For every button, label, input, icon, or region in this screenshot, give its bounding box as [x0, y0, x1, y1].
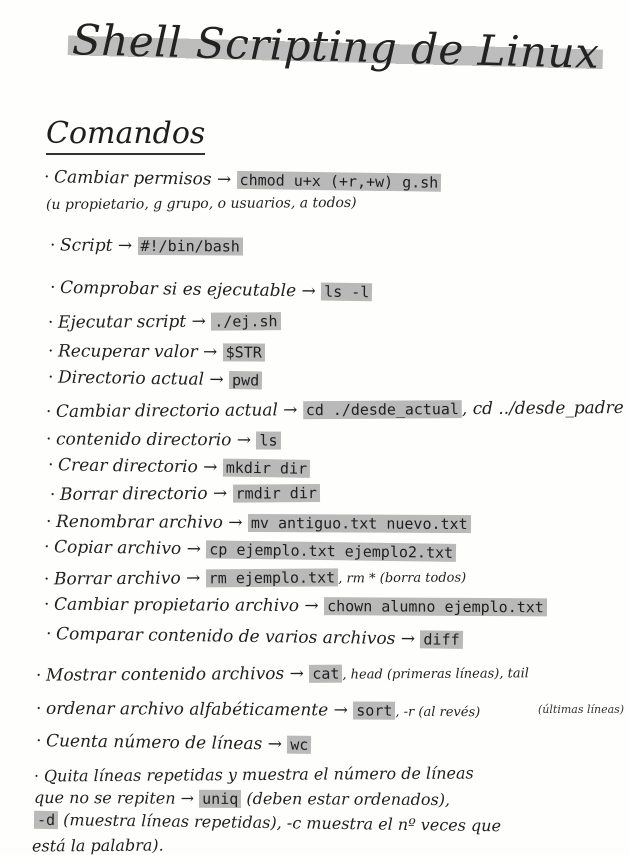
bullet-dot: · [50, 485, 60, 505]
command-line [46, 512, 471, 534]
page-title-text: Shell Scripting de Linux [67, 15, 603, 78]
bullet-dot: · [44, 167, 54, 187]
command-code: rm ejemplo.txt [206, 568, 339, 587]
bullet-dot: · [48, 455, 58, 475]
command-line [36, 699, 480, 721]
bullet-dot: · [36, 699, 46, 719]
command-code: mkdir dir [223, 459, 311, 478]
command-line [34, 810, 501, 836]
line-description: Mostrar contenido archivos → [46, 664, 304, 686]
line-description: Script → [60, 236, 132, 256]
command-code: -d [34, 811, 58, 829]
command-line [48, 341, 265, 362]
bullet-dot: · [34, 766, 44, 785]
line-description: contenido directorio → [56, 429, 251, 450]
command-code: cat [309, 665, 342, 683]
line-description: ordenar archivo alfabéticamente → [46, 699, 348, 721]
bullet-dot: · [48, 313, 58, 333]
line-description: Cambiar propietario archivo → [54, 595, 319, 616]
line-note: , head (primeras líneas), tail [342, 666, 529, 682]
command-line [46, 398, 624, 422]
command-line [32, 836, 164, 855]
bullet-dot: · [46, 402, 56, 422]
command-code: #!/bin/bash [137, 237, 242, 256]
bullet-dot: · [44, 595, 54, 615]
line-note: , -r (al revés) [395, 705, 480, 720]
line-description: (u propietario, g grupo, o usuarios, a todos) [46, 195, 357, 213]
line-description: Renombrar archivo → [56, 512, 243, 533]
bullet-dot: · [46, 512, 56, 532]
bullet-dot: · [48, 368, 58, 388]
command-code: cd ./desde_actual [303, 400, 462, 419]
command-line [34, 788, 450, 809]
command-code: rmdir dir [233, 484, 320, 503]
command-code: pwd [229, 371, 262, 389]
command-line [48, 368, 262, 391]
bullet-dot: · [36, 666, 46, 686]
command-line [44, 167, 442, 193]
line-note: , cd ../desde_padre [462, 398, 624, 419]
line-description: que no se repiten → [34, 788, 194, 808]
command-line [36, 662, 529, 685]
command-line [46, 429, 281, 450]
line-note: , rm * (borra todos) [338, 571, 466, 587]
command-line [50, 235, 243, 256]
bullet-dot: · [46, 624, 56, 644]
line-description: Quita líneas repetidas y muestra el número de líneas [44, 763, 474, 785]
line-description: Ejecutar script → [58, 312, 206, 333]
line-description: Comparar contenido de varios archivos → [56, 624, 415, 649]
command-line [36, 731, 312, 755]
command-code: ls [256, 431, 280, 449]
side-note: (últimas líneas) [538, 704, 624, 716]
line-description: Cambiar permisos → [54, 167, 231, 189]
bullet-dot: · [50, 278, 60, 298]
bullet-dot: · [36, 731, 46, 751]
command-code: ls -l [321, 283, 372, 302]
line-description: Cambiar directorio actual → [56, 400, 298, 422]
command-code: chown alumno ejemplo.txt [324, 597, 547, 616]
line-description: Crear directorio → [58, 455, 218, 477]
command-line [44, 537, 456, 563]
command-line [48, 311, 281, 333]
page-title [67, 15, 603, 78]
command-code: cp ejemplo.txt ejemplo2.txt [206, 540, 456, 561]
command-code: ./ej.sh [211, 312, 280, 330]
line-description: Cuenta número de líneas → [46, 731, 282, 754]
command-code: uniq [199, 790, 241, 808]
bullet-dot: · [48, 341, 58, 361]
command-line [44, 567, 466, 590]
section-heading: Comandos [46, 116, 205, 155]
line-description: Borrar directorio → [60, 484, 227, 505]
command-line [46, 624, 463, 650]
command-code: chmod u+x (+r,+w) g.sh [236, 171, 441, 192]
command-code: wc [287, 736, 311, 754]
line-description: Recuperar valor → [58, 341, 217, 362]
line-description: Directorio actual → [58, 368, 224, 390]
command-code: sort [353, 701, 395, 719]
line-note: (muestra líneas repetidas), -c muestra el nº veces que [58, 810, 501, 835]
command-code: mv antiguo.txt nuevo.txt [248, 514, 471, 533]
bullet-dot: · [50, 235, 60, 255]
command-line [50, 483, 320, 505]
command-code: $STR [223, 343, 265, 361]
line-description: está la palabra). [32, 836, 164, 855]
command-line [50, 278, 373, 302]
bullet-dot: · [44, 569, 54, 589]
command-line [44, 595, 547, 618]
line-note: (deben estar ordenados), [241, 789, 450, 809]
line-description: Borrar archivo → [54, 568, 200, 589]
command-line [46, 195, 357, 213]
line-description: Comprobar si es ejecutable → [60, 278, 316, 302]
line-description: Copiar archivo → [54, 537, 201, 559]
bullet-dot: · [44, 537, 54, 557]
command-line [34, 763, 474, 785]
command-code: diff [420, 630, 462, 649]
bullet-dot: · [46, 429, 56, 449]
command-line [48, 455, 310, 479]
